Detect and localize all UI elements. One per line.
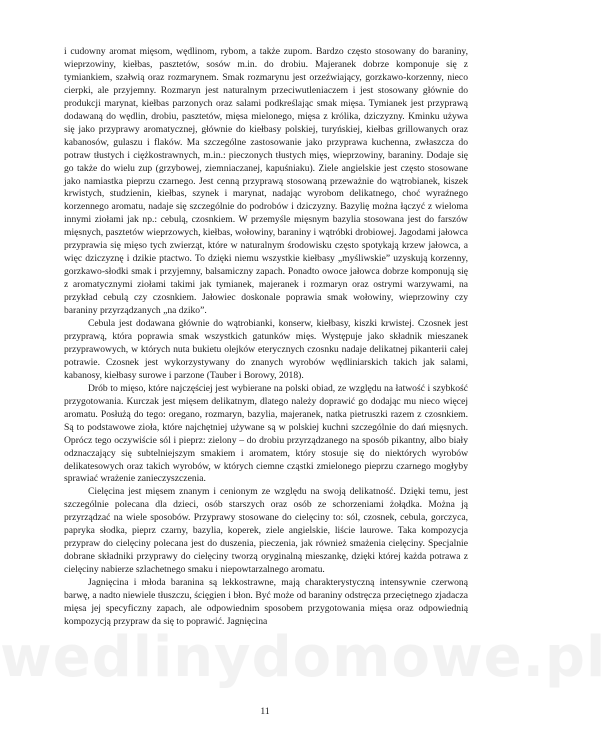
paragraph-spices: i cudowny aromat mięsom, wędlinom, rybom, a także zupom. Bardzo często stosowany do baraniny, wieprzowiny, kiełbas, pasztetów, sosów m.in. do drobiu. Majeranek dobrze komponuje się z tymiankiem, szałwią oraz rozmarynem. Smak rozmarynu jest orzeźwiający, gorzkawo-korzenny, nieco cierpki, ale przyjemny. Rozmaryn jest naturalnym przeciwutleniaczem i jest stosowany głównie do produkcji marynat, kiełbas parzonych oraz salami podkreślając smak mięsa. Tymianek jest przyprawą dodawaną do wędlin, drobiu, pasztetów, mięsa mielonego, mięsa z królika, dziczyzny. Kminku używa się jako przyprawy aromatycznej, głównie do kiełbasy polskiej, turyńskiej, kiełbas grillowanych oraz kabanosów, gulaszu i flaków. Ma szczególne zastosowanie jako przyprawa kuchenna, zwłaszcza do potraw tłustych i ciężkostrawnych, m.in.: pieczonych tłustych mięs, wieprzowiny, baraniny. Dodaje się go także do wielu zup (grzybowej, ziemniaczanej, kapuśniaku). Ziele angielskie jest często stosowane jako namiastka pieprzu czarnego. Jest cenną przyprawą stosowaną przeważnie do wątrobianek, kiszek krwistych, studzienin, kiełbas, szynek i marynat, nadając wyrobom delikatnego, choć wyraźnego korzennego aromatu, nadaje się szczególnie do podrobów i dziczyzny. Bazylię można łączyć z wieloma innymi ziołami jak np.: cebulą, czosnkiem. W przemyśle mięsnym bazylia stosowana jest do farszów mięsnych, pasztetów wieprzowych, kiełbas, wołowiny, baraniny i wątróbki drobiowej. Jagodami jałowca przyprawia się mięso tych zwierząt, które w naturalnym środowisku często spotykają krzew jałowca, a więc dziczyznę i dzikie ptactwo. To dzięki niemu wszystkie kiełbasy „myśliwskie” uzyskują korzenny, gorzkawo-słodki smak i przyjemny, balsamiczny zapach. Ponadto owoce jałowca dobrze komponują się z aromatycznymi ziołami takimi jak tymianek, majeranek i rozmaryn oraz ostrymi warzywami, na przykład cebulą czy czosnkiem. Jałowiec doskonale poprawia smak wołowiny, wieprzowiny czy baraniny przyrządzanych „na dziko”. <box>64 46 468 317</box>
paragraph-onion-garlic: Cebula jest dodawana głównie do wątrobianki, konserw, kiełbasy, kiszki krwistej. Czosnek jest przyprawą, która poprawia smak wszystkich gatunków mięs. Występuje jako składnik mieszanek przyprawowych, w których nuta bukietu olejków eterycznych czosnku nadaje delikatnej pikanterii całej potrawie. Czosnek jest wykorzystywany do znanych wyrobów wędliniarskich takich jak salami, kabanosy, kiełbasy surowe i parzone (Tauber i Borowy, 2018). <box>64 318 468 381</box>
watermark: wedlinydomowe.pl <box>0 625 606 690</box>
paragraph-veal: Cielęcina jest mięsem znanym i cenionym ze względu na swoją delikatność. Dzięki temu, jest szczególnie polecana dla dzieci, osób starszych oraz osób ze schorzeniami żołądka. Można ją przyrządzać na wiele sposobów. Przyprawy stosowane do cielęciny to: sól, czosnek, cebula, gorczyca, papryka słodka, pieprz czarny, bazylia, koperek, ziele angielskie, liście laurowe. Taka kompozycja przypraw do cielęciny polecana jest do duszenia, pieczenia, jak również smażenia cielęciny. Specjalnie dobrane składniki przyprawy do cielęciny tworzą oryginalną mieszankę, dzięki której każda potrawa z cielęciny nabierze szlachetnego smaku i niepowtarzalnego aromatu. <box>64 486 468 576</box>
paragraph-poultry: Drób to mięso, które najczęściej jest wybierane na polski obiad, ze względu na łatwość i szybkość przygotowania. Kurczak jest mięsem delikatnym, dlatego należy doprawić go dodając mu nieco więcej aromatu. Posłużą do tego: oregano, rozmaryn, bazylia, majeranek, natka pietruszki razem z czosnkiem. Są to podstawowe zioła, które najchętniej używane są w polskiej kuchni szczególnie do dań mięsnych. Oprócz tego oczywiście sól i pieprz: zielony – do drobiu przyrządzanego na sposób pikantny, albo biały odznaczający się subtelniejszym smakiem i aromatem, który stosuje się do niektórych wyrobów delikatesowych oraz takich wyrobów, w których ciemne cząstki zmielonego pieprzu czarnego mogłyby sprawiać wrażenie zanieczyszczenia. <box>64 382 468 485</box>
document-body <box>64 46 468 629</box>
page-number: 11 <box>260 706 270 717</box>
paragraph-lamb: Jagnięcina i młoda baranina są lekkostrawne, mają charakterystyczną intensywnie czerwoną barwę, a nadto niewiele tłuszczu, ścięgien i błon. Być może od baraniny odstręcza przeciętnego zjadacza mięsa jej specyficzny zapach, ale odpowiednim sposobem przygotowania mięsa oraz odpowiednią kompozycją przypraw da się to poprawić. Jagnięcina <box>64 577 468 627</box>
